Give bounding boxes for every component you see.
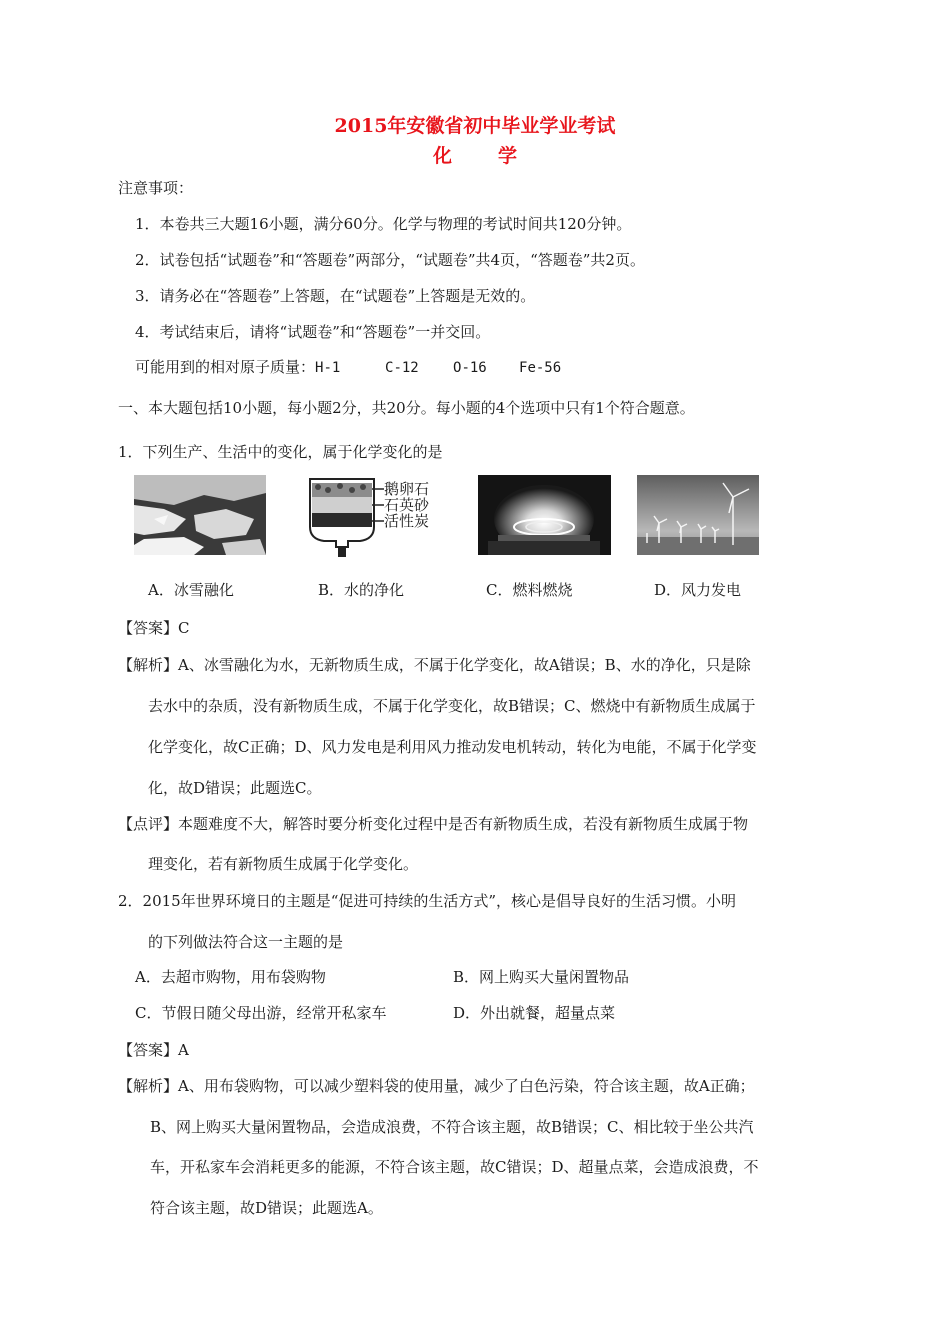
atomic-mass-value: H-1 [315, 360, 341, 376]
question-1-options [148, 580, 788, 602]
option-b: B．网上购买大量闲置物品 [453, 968, 630, 986]
review-line: 理变化，若有新物质生成属于化学变化。 [148, 855, 419, 873]
exam-title: 2015年安徽省初中毕业学业考试 [334, 115, 616, 137]
filter-label-pebbles: 鹅卵石 [384, 480, 430, 498]
option-d: D．风力发电 [654, 581, 742, 599]
question-2-stem-cont: 的下列做法符合这一主题的是 [148, 933, 344, 951]
analysis-line: 【解析】A、用布袋购物，可以减少塑料袋的使用量，减少了白色污染，符合该主题，故A正确； [118, 1077, 755, 1095]
ice-melting-image [134, 475, 266, 555]
option-b: B．水的净化 [318, 581, 405, 599]
answer: 【答案】A [118, 1041, 189, 1059]
analysis-line: 化学变化，故C正确；D、风力发电是利用风力推动发电机转动，转化为电能，不属于化学变 [148, 738, 757, 756]
filter-label-activated-carbon: 活性炭 [384, 512, 430, 530]
atomic-mass-value: C-12 [385, 360, 419, 376]
analysis-line: 【解析】A、冰雪融化为水，无新物质生成，不属于化学变化，故A错误；B、水的净化，只是除 [118, 656, 751, 674]
option-a: A．冰雪融化 [148, 581, 234, 599]
atomic-mass-label: 可能用到的相对原子质量： [135, 358, 316, 376]
analysis-line: 化，故D错误；此题选C。 [148, 779, 322, 797]
wind-power-image [637, 475, 759, 555]
atomic-mass-value: Fe-56 [519, 360, 562, 376]
note-item: 2．试卷包括“试题卷”和“答题卷”两部分，“试题卷”共4页，“答题卷”共2页。 [135, 251, 645, 269]
atomic-mass-line [135, 357, 561, 378]
section-heading: 一、本大题包括10小题，每小题2分，共20分。每小题的4个选项中只有1个符合题意。 [118, 399, 695, 417]
option-c: C．节假日随父母出游，经常开私家车 [135, 1004, 387, 1022]
question-2-stem: 2．2015年世界环境日的主题是“促进可持续的生活方式”，核心是倡导良好的生活习惯。小明 [118, 892, 737, 910]
note-item: 3．请务必在“答题卷”上答题，在“试题卷”上答题是无效的。 [135, 287, 536, 305]
notes-heading: 注意事项： [118, 179, 194, 197]
subject-title: 化学 [432, 145, 563, 167]
answer: 【答案】C [118, 619, 190, 637]
analysis-line: 符合该主题，故D错误；此题选A。 [150, 1199, 383, 1217]
option-a: A．去超市购物，用布袋购物 [135, 968, 326, 986]
question-1-stem: 1．下列生产、生活中的变化，属于化学变化的是 [118, 443, 443, 461]
option-c: C．燃料燃烧 [486, 581, 573, 599]
filter-label-quartz-sand: 石英砂 [384, 496, 430, 514]
analysis-line: B、网上购买大量闲置物品，会造成浪费，不符合该主题，故B错误；C、相比较于坐公共汽 [150, 1118, 754, 1136]
note-item: 1．本卷共三大题16小题，满分60分。化学与物理的考试时间共120分钟。 [135, 215, 632, 233]
water-filter-image [300, 475, 460, 559]
atomic-mass-value: O-16 [453, 360, 487, 376]
note-item: 4．考试结束后，请将“试题卷”和“答题卷”一并交回。 [135, 323, 491, 341]
option-d: D．外出就餐，超量点菜 [453, 1004, 616, 1022]
analysis-line: 去水中的杂质，没有新物质生成，不属于化学变化，故B错误；C、燃烧中有新物质生成属于 [148, 697, 756, 715]
review-line: 【点评】本题难度不大，解答时要分析变化过程中是否有新物质生成，若没有新物质生成属于物 [118, 815, 749, 833]
fuel-burning-image [478, 475, 611, 555]
analysis-line: 车，开私家车会消耗更多的能源，不符合该主题，故C错误；D、超量点菜，会造成浪费，不 [150, 1158, 759, 1176]
